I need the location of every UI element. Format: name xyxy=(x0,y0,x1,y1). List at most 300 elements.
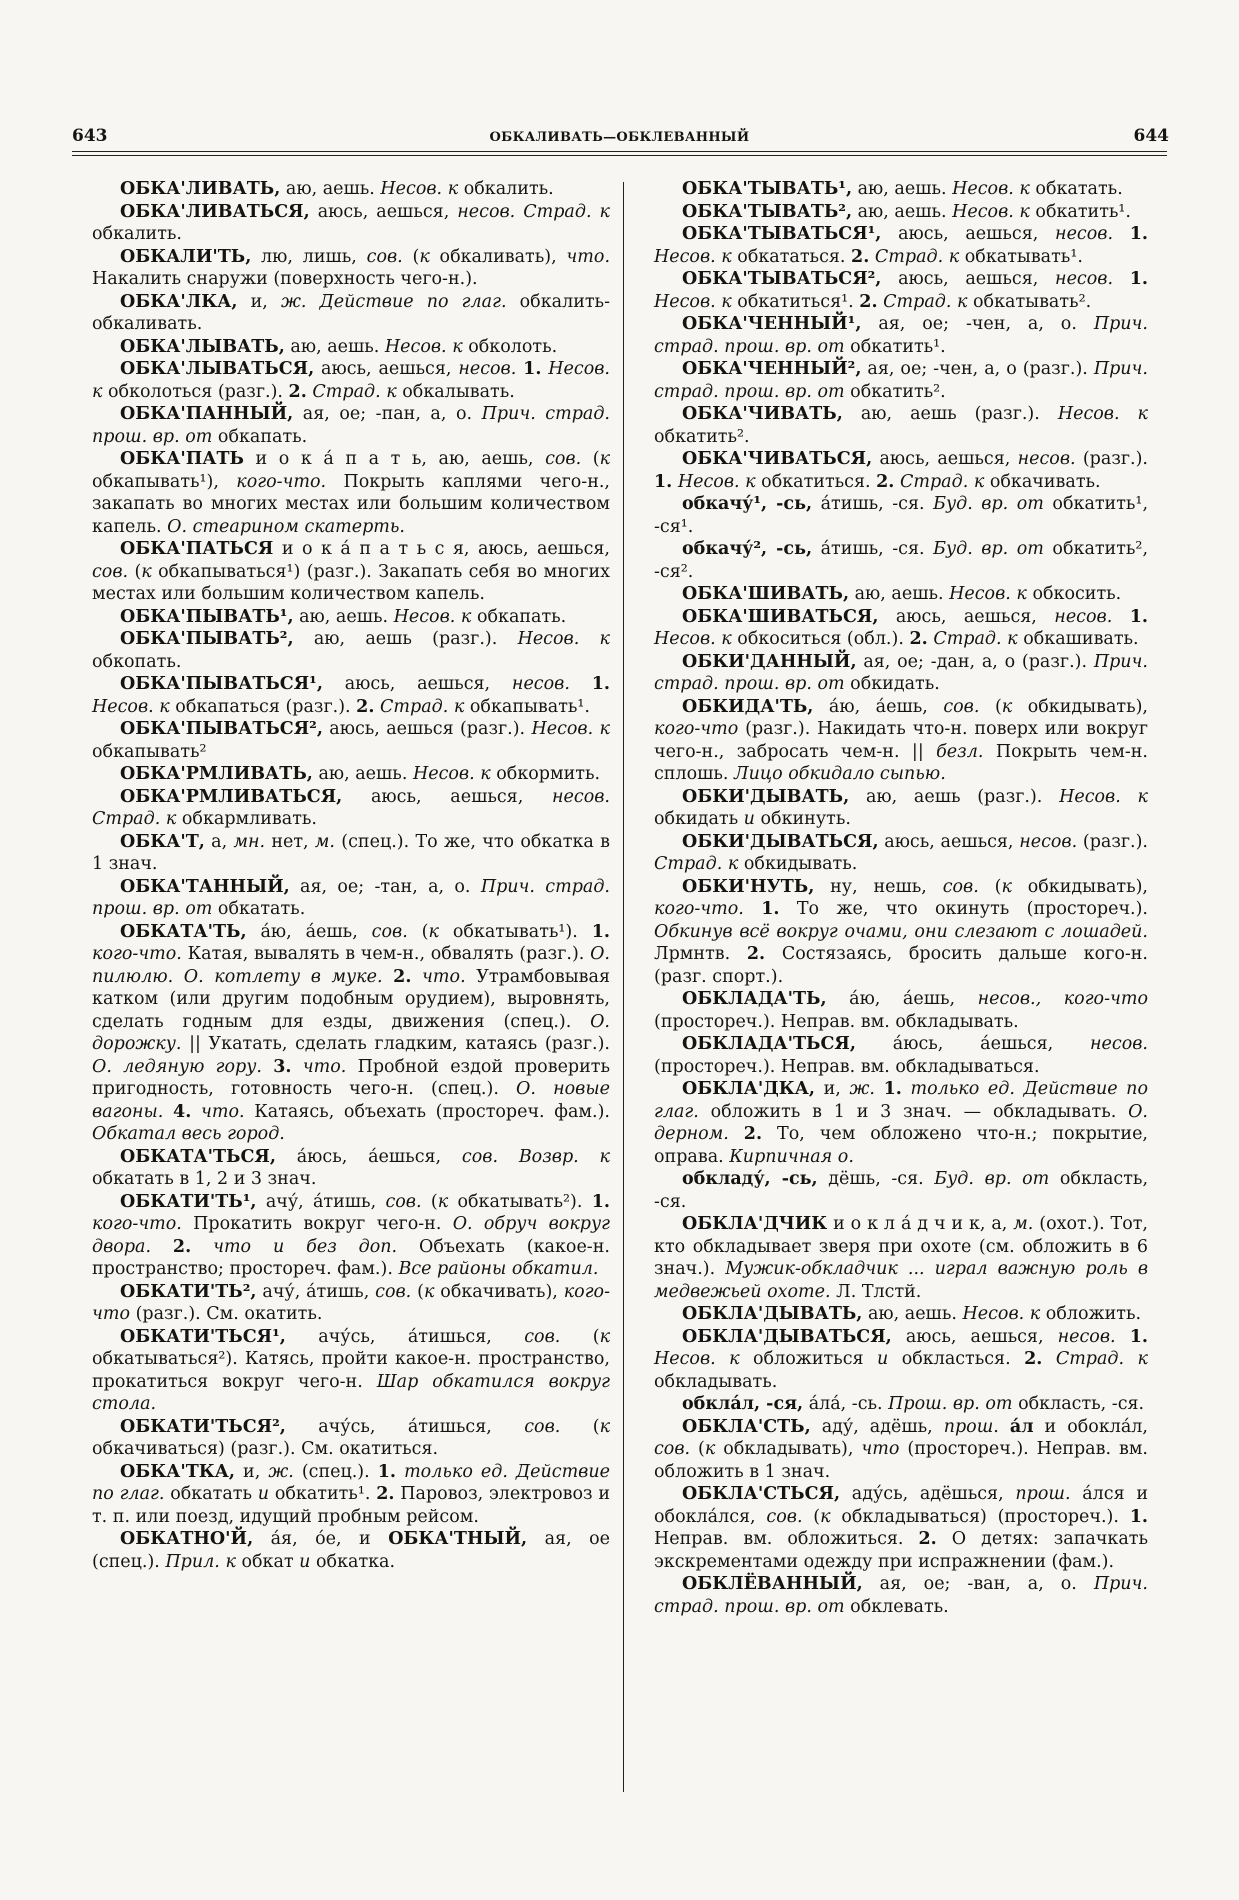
entry-label: прош. xyxy=(1015,1484,1071,1504)
entry-headword: ОБКА'ПАННЫЙ, xyxy=(120,404,294,424)
entry-headword: а́л xyxy=(1009,1416,1034,1437)
entry-label: Страд. xyxy=(933,629,1002,649)
entry-text: аю, аешь. xyxy=(284,336,385,357)
entry-text: обкоситься (обл.). xyxy=(731,629,910,649)
entry-headword: ОБКА'ЛЫВАТЬ, xyxy=(120,336,285,357)
entry-label: без доп. xyxy=(306,1236,398,1257)
entry-label: Шар обкатился вокруг стола. xyxy=(92,1371,610,1414)
entry-label: Прич. страд. прош. вр. от xyxy=(92,404,610,447)
entry-text: обкладываться) (простореч.). xyxy=(830,1506,1130,1527)
entry-text: аюсь, аешься, xyxy=(872,449,1018,469)
dictionary-entry xyxy=(654,831,1148,876)
entry-text: обкладывать. xyxy=(654,1371,778,1392)
entry-headword: ОБКА'ЛЫВАТЬСЯ, xyxy=(120,359,315,379)
entry-label: сов. xyxy=(371,921,408,942)
entry-headword: 1. xyxy=(883,1079,902,1099)
dictionary-entry xyxy=(654,651,1148,696)
entry-text: аюсь, аешься, xyxy=(881,224,1056,244)
entry-headword: 2. xyxy=(743,1124,763,1144)
entry-label: Кирпичная о. xyxy=(729,1146,854,1167)
entry-label: к xyxy=(453,696,465,717)
entry-text: обкатить². xyxy=(844,381,946,402)
entry-text: (простореч.). Неправ. вм. обложить в 1 знач. xyxy=(654,1439,1148,1482)
entry-label: что. xyxy=(302,1056,347,1077)
entry-headword: обкачу́¹, -сь, xyxy=(682,494,813,514)
entry-label: и xyxy=(257,1484,270,1504)
entry-headword: ОБКЛА'ДЫВАТЬСЯ, xyxy=(682,1326,892,1347)
entry-headword: обкачу́², -сь, xyxy=(682,539,813,559)
dictionary-entry xyxy=(654,1213,1148,1303)
entry-headword: ОБКАТА'ТЬ, xyxy=(120,921,247,942)
dictionary-entry xyxy=(92,606,610,629)
entry-label: Все районы обкатил. xyxy=(398,1259,599,1279)
entry-headword: обкла́л, -ся, xyxy=(682,1394,804,1414)
dictionary-entry xyxy=(92,358,610,403)
entry-label: к xyxy=(452,336,463,357)
entry-text: обкашивать. xyxy=(1017,629,1139,649)
entry-text xyxy=(191,1102,201,1122)
entry-label: к xyxy=(1007,629,1018,649)
entry-text: ( xyxy=(421,1191,438,1212)
entry-label: Буд. вр. от xyxy=(934,1169,1050,1189)
entry-text: нет, xyxy=(265,831,315,852)
entry-label: к xyxy=(1001,696,1013,717)
entry-headword: 1. xyxy=(1129,606,1148,627)
entry-headword: ОБКИ'ДЫВАТЬ, xyxy=(682,786,850,807)
entry-text: и о к а́ п а т ь с я, аюсь, аешься, xyxy=(273,539,610,559)
entry-label: сов. xyxy=(943,696,980,717)
entry-label: сов. Возвр. xyxy=(461,1146,579,1167)
entry-text: обкидывать), xyxy=(1012,696,1148,717)
entry-headword: 2. xyxy=(393,966,412,987)
entry-headword: ОБКА'ШИВАТЬ, xyxy=(682,584,850,604)
entry-label: сов. xyxy=(385,1191,422,1212)
entry-label: кого-что. xyxy=(92,1214,182,1234)
entry-text: ( xyxy=(128,561,142,582)
entry-text: аюсь, аешься, xyxy=(309,201,458,222)
entry-text: ( xyxy=(402,246,420,267)
dictionary-entry xyxy=(92,1326,610,1416)
entry-text: Накалить снаружи (поверхность чего-н.). xyxy=(92,269,478,289)
entry-label: и xyxy=(743,809,755,829)
dictionary-entry xyxy=(92,246,610,291)
entry-headword: 1. xyxy=(591,921,610,942)
entry-text: обкатить¹. xyxy=(269,1484,377,1504)
entry-text: обкопать. xyxy=(92,651,182,672)
entry-text: аю, аешь. xyxy=(862,1304,963,1324)
entry-label: Несов. xyxy=(412,764,475,784)
entry-label: Страд. xyxy=(654,854,723,874)
entry-text: и, xyxy=(237,291,281,312)
entry-text: и, xyxy=(235,1461,269,1482)
entry-headword: 4. xyxy=(173,1101,192,1122)
entry-text: аю, аешь. xyxy=(280,179,381,199)
entry-text: аю, аешь (разг.). xyxy=(293,629,518,649)
entry-text: обкачивать. xyxy=(984,471,1101,492)
dictionary-entry xyxy=(92,178,610,201)
entry-label: к xyxy=(460,606,472,627)
dictionary-entry xyxy=(92,201,610,246)
entry-label: к xyxy=(447,179,459,199)
entry-text xyxy=(1042,1349,1055,1369)
entry-text: аду́, адёшь, xyxy=(810,1416,944,1437)
entry-label: к xyxy=(729,1349,740,1369)
entry-text: обкатать. xyxy=(1029,179,1123,199)
running-head: ОБКАЛИВАТЬ—ОБКЛЕВАННЫЙ xyxy=(489,130,750,145)
entry-text: (охот.). Тот, кто обкладывает зверя при охоте (см. обложить в 6 знач.). xyxy=(654,1214,1148,1279)
entry-label: Прил. xyxy=(165,1551,220,1572)
entry-text: и, xyxy=(815,1079,850,1099)
entry-headword: ОБКА'ЛИВАТЬ, xyxy=(120,179,281,199)
dictionary-entry xyxy=(92,1416,610,1461)
entry-text: ая, ое; -ван, а, о. xyxy=(862,1574,1094,1594)
entry-text xyxy=(1124,1349,1137,1369)
entry-headword: ОБКИ'НУТЬ, xyxy=(682,876,815,897)
entry-label: к xyxy=(957,291,968,312)
entry-text: Покрыть чем-н. сплошь. xyxy=(654,741,1148,784)
entry-text: аюсь, аешься, xyxy=(878,831,1020,852)
entry-label: Прич. страд. прош. вр. от xyxy=(654,359,1148,402)
entry-text: а́юсь, а́ешься, xyxy=(855,1034,1091,1054)
entry-label: Несов. xyxy=(548,359,610,379)
entry-label: к xyxy=(1016,584,1027,604)
entry-label: несов. Страд. xyxy=(457,201,592,222)
entry-text: Покрыть каплями чего-н., закапать во многих местах или большим количеством капель. xyxy=(92,471,610,537)
entry-text: Состязаясь, бросить дальше кого-н. (разг. спорт.). xyxy=(654,944,1148,987)
entry-label: к xyxy=(225,1551,236,1572)
entry-text: обкапывать² xyxy=(92,741,207,762)
entry-label: м. xyxy=(1013,1214,1034,1234)
entry-label: к xyxy=(599,1416,611,1437)
entry-text: обкапывать¹), xyxy=(92,471,237,492)
entry-label: кого-что. xyxy=(92,944,182,964)
entry-label: несов. xyxy=(1090,1034,1148,1054)
entry-text: аю, аешь. xyxy=(293,606,394,627)
entry-text: ( xyxy=(802,1506,821,1527)
entry-text: обкаливать), xyxy=(429,246,567,267)
dictionary-entry xyxy=(654,403,1148,448)
entry-label: к xyxy=(599,1326,611,1347)
entry-headword: ОБКА'ЛИВАТЬСЯ, xyxy=(120,201,310,222)
entry-headword: 1. xyxy=(523,359,542,379)
dictionary-entry xyxy=(92,336,610,359)
entry-label: несов. xyxy=(1019,831,1078,852)
entry-text: || Укатать, сделать гладким, катаясь (разг.). xyxy=(181,1034,610,1054)
entry-label: к xyxy=(437,1191,449,1212)
entry-text: обкатывать¹. xyxy=(959,246,1083,267)
entry-label: к xyxy=(721,291,732,312)
dictionary-entry xyxy=(654,1483,1148,1573)
entry-label: О. стеарином скатерть. xyxy=(167,516,405,537)
entry-text: ая, ое; -пан, а, о. xyxy=(293,404,482,424)
entry-label: мн. xyxy=(233,831,266,852)
entry-label: только ед. Действие по глаг. xyxy=(92,1461,610,1504)
entry-text: обкатить¹. xyxy=(1029,201,1131,222)
entry-label: Буд. вр. от xyxy=(933,494,1044,514)
entry-text: ачу́сь, а́тишься, xyxy=(285,1326,525,1347)
entry-text: ачу́сь, а́тишься, xyxy=(285,1416,525,1437)
entry-headword: 1. xyxy=(654,471,673,492)
entry-text: лю, лишь, xyxy=(251,246,367,267)
dictionary-entry xyxy=(654,1168,1148,1213)
dictionary-entry xyxy=(654,1573,1148,1618)
left-column xyxy=(92,178,610,1573)
entry-text xyxy=(262,1057,273,1077)
dictionary-entry xyxy=(92,786,610,831)
entry-label: к xyxy=(599,449,611,469)
entry-text xyxy=(999,1417,1010,1437)
entry-headword: ОБКА'ЛКА, xyxy=(120,291,238,312)
entry-headword: ОБКИ'ДАННЫЙ, xyxy=(682,651,857,672)
entry-text: обкармливать. xyxy=(176,809,317,829)
entry-text: обкидывать), xyxy=(1011,876,1148,897)
dictionary-entry xyxy=(92,448,610,538)
entry-label: Обкатал весь город. xyxy=(92,1124,285,1144)
entry-label: О. обруч вокруг двора. xyxy=(92,1214,610,1257)
entry-label: Прич. страд. прош. вр. от xyxy=(92,876,610,919)
entry-label: Прош. вр. от xyxy=(888,1394,1013,1414)
entry-text xyxy=(716,1349,729,1369)
entry-text: аюсь, аешься, xyxy=(881,269,1056,289)
entry-text: и обокла́л, xyxy=(1033,1416,1148,1437)
entry-headword: ОБКЛА'СТЬСЯ, xyxy=(682,1484,841,1504)
entry-text: ( xyxy=(978,876,1002,897)
entry-label: что xyxy=(213,1236,252,1257)
entry-text: обкладывать), xyxy=(715,1439,862,1459)
entry-text: ( xyxy=(407,921,429,942)
entry-label: сов. xyxy=(942,876,979,897)
entry-text: обкалить. xyxy=(92,224,182,244)
entry-text xyxy=(251,1237,273,1257)
entry-text: ачу́, а́тишь, xyxy=(256,1281,376,1302)
entry-text xyxy=(1113,224,1130,244)
entry-label: прош. xyxy=(943,1416,999,1437)
entry-label: и xyxy=(876,1349,889,1369)
entry-label: и xyxy=(299,1551,311,1572)
entry-label: Несов. xyxy=(654,1349,716,1369)
entry-headword: ОБКА'РМЛИВАТЬ, xyxy=(120,764,313,784)
entry-headword: ОБКА'ПЫВАТЬ¹, xyxy=(120,606,294,627)
entry-text: обкапывать¹. xyxy=(464,696,590,717)
entry-text: Катая, вывалять в чем-н., обвалять (разг.). xyxy=(181,944,591,964)
entry-label: к xyxy=(721,246,732,267)
entry-text: обкласть, -ся. xyxy=(654,1169,1149,1212)
entry-text xyxy=(411,967,422,987)
page-number-right: 644 xyxy=(1133,126,1169,146)
dictionary-entry xyxy=(92,1146,610,1191)
entry-text: а́юсь, а́ешься, xyxy=(275,1146,462,1167)
entry-label: к xyxy=(599,1146,610,1167)
entry-text: обложить. xyxy=(1040,1304,1142,1324)
entry-headword: ОБКА'ТЫВАТЬСЯ¹, xyxy=(682,224,882,244)
entry-text: обкатываться²). Катясь, пройти какое-н. пространство, прокатиться вокруг чего-н. xyxy=(92,1349,610,1392)
entry-text: и о к л а́ д ч и к, а, xyxy=(827,1214,1014,1234)
dictionary-entry xyxy=(654,1416,1148,1484)
entry-text xyxy=(151,1237,173,1257)
entry-label: ж. xyxy=(849,1079,875,1099)
entry-label: к xyxy=(423,1281,435,1302)
entry-text: а́ю, а́ешь, xyxy=(813,696,944,717)
entry-text: обколоть. xyxy=(462,336,558,357)
entry-text: обкосить. xyxy=(1026,584,1122,604)
entry-headword: 2. xyxy=(876,471,895,492)
entry-text: ая, ое; -тан, а, о. xyxy=(289,876,481,897)
entry-label: несов. xyxy=(458,359,517,379)
dictionary-entry xyxy=(92,291,610,336)
entry-label: несов. xyxy=(1017,449,1076,469)
entry-headword: ОБКЛА'СТЬ, xyxy=(682,1416,811,1437)
entry-headword: ОБКАТИ'ТЬСЯ², xyxy=(120,1416,286,1437)
entry-text xyxy=(1112,607,1129,627)
entry-text xyxy=(163,1102,173,1122)
entry-headword: ОБКАТА'ТЬСЯ, xyxy=(120,1146,276,1167)
entry-text: То же, что окинуть (простореч.). xyxy=(779,899,1148,919)
entry-label: несов. xyxy=(511,674,570,694)
right-column xyxy=(654,178,1148,1618)
header-rule-bottom xyxy=(72,155,1167,156)
entry-text: ачу́, а́тишь, xyxy=(256,1191,386,1212)
entry-headword: 2. xyxy=(172,1236,192,1257)
dictionary-entry xyxy=(654,876,1148,989)
entry-text: обкатать. xyxy=(212,899,306,919)
entry-text: обкапать. xyxy=(471,606,567,627)
column-divider xyxy=(623,182,624,1792)
entry-text: а́ю, а́ешь, xyxy=(826,989,978,1009)
entry-text xyxy=(570,674,592,694)
entry-label: к xyxy=(599,629,610,649)
entry-headword: ОБКЛЁВАННЫЙ, xyxy=(682,1574,863,1594)
entry-text: обкатывать². xyxy=(967,291,1092,312)
entry-headword: ОБКА'ПЫВАТЬ², xyxy=(120,629,294,649)
entry-text: а, xyxy=(204,831,234,852)
entry-label: Несов. xyxy=(949,584,1011,604)
entry-headword: ОБКА'ТКА, xyxy=(120,1461,236,1482)
entry-text: а́я, о́е, и xyxy=(253,1529,389,1549)
entry-text: обкидывать. xyxy=(738,854,858,874)
entry-text: обкласться. xyxy=(888,1349,1025,1369)
entry-text: обкидать xyxy=(654,809,744,829)
entry-headword: ОБКАЛИ'ТЬ, xyxy=(120,246,252,267)
entry-text: обкапываться¹) (разг.). Закапать себя во многих местах или большим количеством капель. xyxy=(92,561,610,604)
entry-text: ( xyxy=(690,1439,705,1459)
entry-text: обложить в 1 и 3 знач. — обкладывать. xyxy=(698,1101,1129,1122)
entry-text: обкласть, -ся. xyxy=(1012,1394,1145,1414)
entry-label: к xyxy=(948,246,960,267)
dictionary-entry xyxy=(654,493,1148,538)
entry-text: То, чем обложено что-н.; покрытие, оправа. xyxy=(654,1124,1148,1167)
entry-text: (разг.). xyxy=(1077,831,1148,852)
entry-label: к xyxy=(1137,1349,1148,1369)
entry-headword: ОБКИДА'ТЬ, xyxy=(682,696,814,717)
dictionary-entry xyxy=(92,718,610,763)
entry-label: к xyxy=(727,854,739,874)
entry-headword: ОБКА'Т, xyxy=(120,831,205,852)
entry-text: ая, ое (спец.). xyxy=(92,1529,611,1572)
entry-text: а́ла́, -сь. xyxy=(803,1394,889,1414)
entry-text xyxy=(729,1124,744,1144)
entry-text: ая, ое; -чен, а, о (разг.). xyxy=(861,359,1094,379)
entry-label: Несов. xyxy=(654,246,716,267)
entry-headword: 2. xyxy=(909,629,928,649)
entry-text: ( xyxy=(411,1281,424,1302)
entry-headword: 2. xyxy=(288,381,307,402)
dictionary-entry xyxy=(92,831,610,876)
entry-headword: ОБКА'ЧЕННЫЙ², xyxy=(682,359,862,379)
dictionary-entry xyxy=(654,268,1148,313)
entry-headword: ОБКА'РМЛИВАТЬСЯ, xyxy=(120,786,343,807)
entry-label: Страд. xyxy=(312,381,381,402)
entry-label: Страд. xyxy=(380,696,449,717)
entry-label: сов. xyxy=(366,246,403,267)
entry-label: Несов. xyxy=(1057,404,1120,424)
entry-text: Прокатить вокруг чего-н. xyxy=(181,1214,453,1234)
entry-label: Мужик-обкладчик ... играл важную роль в медвежьей охоте. xyxy=(654,1259,1149,1302)
entry-text: Лрмнтв. xyxy=(654,944,747,964)
entry-headword: ОБКА'ТЫВАТЬ¹, xyxy=(682,179,853,199)
entry-label: к xyxy=(820,1506,831,1527)
entry-label: сов. xyxy=(92,561,129,582)
entry-label: Несов. xyxy=(654,291,716,312)
entry-label: несов. xyxy=(1055,224,1114,244)
dictionary-entry xyxy=(654,606,1148,651)
entry-headword: 1. xyxy=(1129,1326,1148,1347)
entry-headword: ОБКАТИ'ТЬ¹, xyxy=(120,1191,257,1212)
entry-label: к xyxy=(428,921,439,942)
entry-label: несов., кого-что xyxy=(977,989,1149,1009)
dictionary-entry xyxy=(654,1303,1148,1326)
dictionary-entry xyxy=(92,763,610,786)
entry-label: Прич. страд. прош. вр. от xyxy=(654,314,1148,357)
dictionary-entry xyxy=(654,358,1148,403)
entry-text: а́тишь, -ся. xyxy=(812,494,934,514)
entry-headword: ОБКА'ТНЫЙ, xyxy=(388,1529,528,1549)
entry-label: О. дорожку. xyxy=(92,1011,610,1054)
entry-text: обкатиться¹. xyxy=(731,291,860,312)
page-number-left: 643 xyxy=(72,126,108,146)
entry-headword: 2. xyxy=(1024,1349,1043,1369)
entry-headword: 2. xyxy=(356,696,375,717)
entry-label: Страд. xyxy=(883,291,952,312)
entry-text: Катаясь, объехать (простореч. фам.). xyxy=(244,1101,610,1122)
entry-headword: 2. xyxy=(376,1484,395,1504)
entry-label: к xyxy=(599,719,610,739)
entry-headword: ОБКЛА'ДКА, xyxy=(682,1079,816,1099)
entry-label: безл. xyxy=(936,741,984,762)
entry-headword: ОБКА'ЧИВАТЬСЯ, xyxy=(682,449,873,469)
entry-text: аюсь, аешься, xyxy=(314,359,459,379)
entry-label: к xyxy=(141,561,152,582)
entry-label: к xyxy=(704,1439,716,1459)
entry-text: аюсь, аешься, xyxy=(878,606,1055,627)
entry-text: обкатать в 1, 2 и 3 знач. xyxy=(92,1169,317,1189)
dictionary-entry xyxy=(654,1326,1148,1394)
entry-text: обложиться xyxy=(739,1349,877,1369)
entry-label: кого-что. xyxy=(654,899,744,919)
entry-text: (разг.). xyxy=(1075,449,1148,469)
entry-headword: ОБКА'ШИВАТЬСЯ, xyxy=(682,606,879,627)
entry-headword: обкладу́, -сь, xyxy=(682,1169,818,1189)
entry-text: ( xyxy=(581,449,600,469)
entry-headword: 1. xyxy=(1129,269,1148,289)
entry-headword: ОБКА'ПАТЬ xyxy=(120,449,244,469)
entry-text: дёшь, -ся. xyxy=(817,1169,935,1189)
dictionary-entry xyxy=(92,538,610,606)
entry-headword: ОБКАТИ'ТЬ², xyxy=(120,1281,257,1302)
entry-text: обкинуть. xyxy=(754,809,851,829)
entry-text: аю, аешь. xyxy=(852,201,953,222)
dictionary-entry xyxy=(654,696,1148,786)
entry-label: Обкинув всё вокруг очами, они слезают с лошадей. xyxy=(654,921,1148,942)
